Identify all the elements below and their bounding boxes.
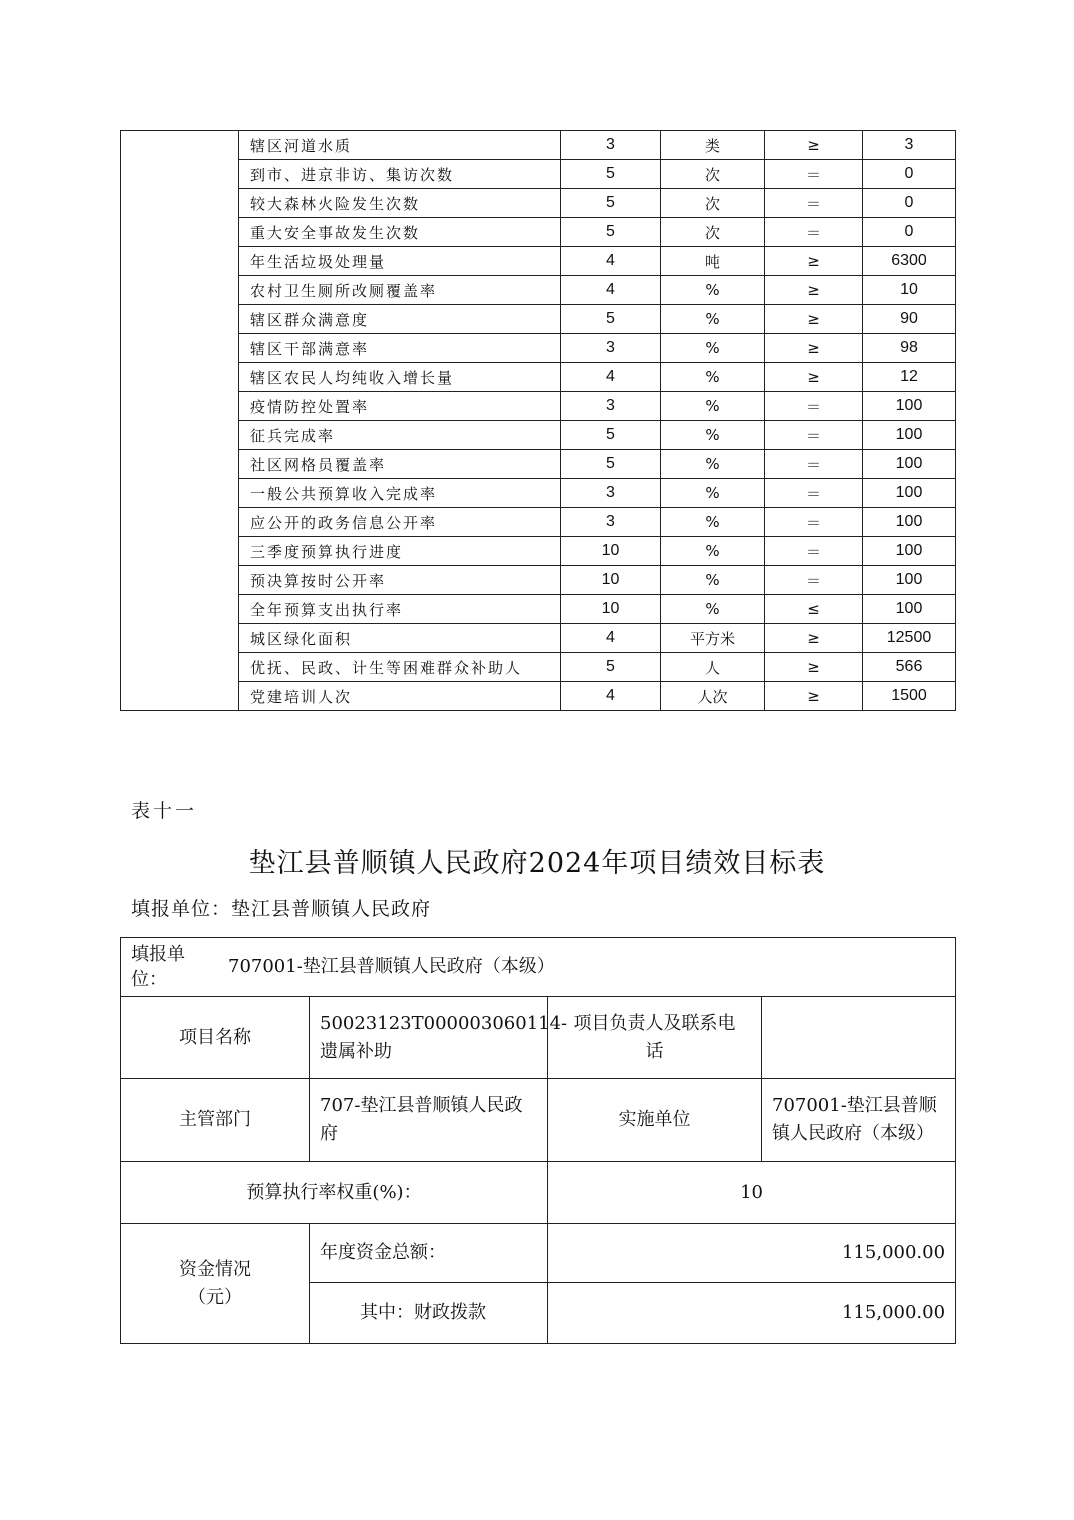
indicator-name: 应公开的政务信息公开率 bbox=[239, 508, 561, 537]
unit-label bbox=[131, 942, 228, 992]
indicator-weight: 4 bbox=[561, 247, 661, 276]
indicator-operator: ≥ bbox=[765, 653, 863, 682]
indicator-weight: 5 bbox=[561, 305, 661, 334]
impl-value bbox=[762, 1079, 956, 1162]
indicator-unit: 类 bbox=[661, 131, 765, 160]
indicator-name: 党建培训人次 bbox=[239, 682, 561, 711]
dept-row bbox=[121, 1079, 956, 1162]
indicator-weight: 3 bbox=[561, 131, 661, 160]
indicator-target: 0 bbox=[863, 160, 956, 189]
indicator-operator: ＝ bbox=[765, 189, 863, 218]
indicator-operator: ＝ bbox=[765, 566, 863, 595]
indicator-weight: 5 bbox=[561, 160, 661, 189]
indicator-row bbox=[121, 566, 956, 595]
indicator-target: 100 bbox=[863, 421, 956, 450]
indicator-name: 社区网格员覆盖率 bbox=[239, 450, 561, 479]
indicator-target: 100 bbox=[863, 479, 956, 508]
indicator-unit: 吨 bbox=[661, 247, 765, 276]
indicator-target: 0 bbox=[863, 218, 956, 247]
indicator-target: 12 bbox=[863, 363, 956, 392]
fund-label-line2: （元） bbox=[188, 1286, 242, 1308]
indicator-target: 12500 bbox=[863, 624, 956, 653]
dept-value-line1: 707-垫江县普顺镇人民政 bbox=[320, 1095, 523, 1116]
indicator-target: 100 bbox=[863, 595, 956, 624]
project-name-row bbox=[121, 997, 956, 1079]
indicator-row bbox=[121, 305, 956, 334]
indicator-weight: 5 bbox=[561, 218, 661, 247]
indicator-row bbox=[121, 682, 956, 711]
indicator-name: 三季度预算执行进度 bbox=[239, 537, 561, 566]
indicator-name: 辖区农民人均纯收入增长量 bbox=[239, 363, 561, 392]
indicator-row bbox=[121, 450, 956, 479]
annual-total-value: 115,000.00 bbox=[548, 1224, 956, 1283]
project-name-value bbox=[310, 997, 568, 1079]
contact-label bbox=[548, 997, 762, 1079]
indicator-target: 100 bbox=[863, 537, 956, 566]
impl-label: 实施单位 bbox=[548, 1079, 762, 1162]
indicator-target: 10 bbox=[863, 276, 956, 305]
indicator-row bbox=[121, 189, 956, 218]
contact-label-line1: 项目负责人及联系电 bbox=[573, 1012, 736, 1034]
indicator-table bbox=[120, 130, 956, 711]
indicator-name: 预决算按时公开率 bbox=[239, 566, 561, 595]
indicator-unit: 人 bbox=[661, 653, 765, 682]
indicator-unit: % bbox=[661, 305, 765, 334]
unit-value: 707001-垫江县普顺镇人民政府（本级） bbox=[228, 956, 555, 977]
indicator-row bbox=[121, 276, 956, 305]
indicator-unit: % bbox=[661, 537, 765, 566]
indicator-operator: ≥ bbox=[765, 276, 863, 305]
indicator-target: 6300 bbox=[863, 247, 956, 276]
budget-rate-row bbox=[121, 1162, 956, 1224]
indicator-weight: 4 bbox=[561, 682, 661, 711]
indicator-unit: 次 bbox=[661, 160, 765, 189]
indicator-name: 辖区干部满意率 bbox=[239, 334, 561, 363]
fill-unit-line: 填报单位：垫江县普顺镇人民政府 bbox=[131, 898, 432, 920]
indicator-operator: ＝ bbox=[765, 392, 863, 421]
indicator-weight: 5 bbox=[561, 653, 661, 682]
indicator-row bbox=[121, 595, 956, 624]
indicator-operator: ≥ bbox=[765, 305, 863, 334]
contact-label-line2: 话 bbox=[645, 1040, 664, 1062]
indicator-name: 城区绿化面积 bbox=[239, 624, 561, 653]
indicator-operator: ≥ bbox=[765, 363, 863, 392]
project-name-line1: 50023123T000003060114- bbox=[320, 1012, 568, 1034]
indicator-row bbox=[121, 653, 956, 682]
fund-label bbox=[121, 1224, 310, 1344]
project-name-line2: 遗属补助 bbox=[320, 1040, 392, 1062]
indicator-name: 到市、进京非访、集访次数 bbox=[239, 160, 561, 189]
indicator-target: 100 bbox=[863, 508, 956, 537]
indicator-name: 优抚、民政、计生等困难群众补助人 bbox=[239, 653, 561, 682]
indicator-category-cell bbox=[121, 131, 239, 711]
indicator-unit: % bbox=[661, 334, 765, 363]
indicator-operator: ≥ bbox=[765, 131, 863, 160]
indicator-operator: ＝ bbox=[765, 508, 863, 537]
indicator-row bbox=[121, 131, 956, 160]
indicator-operator: ≥ bbox=[765, 247, 863, 276]
indicator-name: 全年预算支出执行率 bbox=[239, 595, 561, 624]
indicator-weight: 5 bbox=[561, 450, 661, 479]
indicator-weight: 4 bbox=[561, 624, 661, 653]
project-unit-cell bbox=[121, 938, 956, 997]
indicator-name: 一般公共预算收入完成率 bbox=[239, 479, 561, 508]
indicator-target: 0 bbox=[863, 189, 956, 218]
indicator-target: 100 bbox=[863, 450, 956, 479]
indicator-name: 辖区河道水质 bbox=[239, 131, 561, 160]
indicator-operator: ＝ bbox=[765, 450, 863, 479]
indicator-row bbox=[121, 479, 956, 508]
fiscal-value: 115,000.00 bbox=[548, 1283, 956, 1344]
indicator-operator: ＝ bbox=[765, 479, 863, 508]
dept-label: 主管部门 bbox=[121, 1079, 310, 1162]
indicator-operator: ＝ bbox=[765, 218, 863, 247]
project-name-label: 项目名称 bbox=[121, 997, 310, 1079]
indicator-table-body bbox=[121, 131, 956, 711]
indicator-row bbox=[121, 421, 956, 450]
indicator-unit: % bbox=[661, 479, 765, 508]
indicator-weight: 3 bbox=[561, 479, 661, 508]
indicator-unit: 平方米 bbox=[661, 624, 765, 653]
indicator-target: 90 bbox=[863, 305, 956, 334]
indicator-target: 566 bbox=[863, 653, 956, 682]
annual-total-label: 年度资金总额： bbox=[310, 1224, 548, 1283]
impl-value-line2: 镇人民政府（本级） bbox=[772, 1123, 934, 1144]
indicator-unit: 人次 bbox=[661, 682, 765, 711]
indicator-weight: 5 bbox=[561, 421, 661, 450]
indicator-unit: % bbox=[661, 566, 765, 595]
indicator-operator: ≥ bbox=[765, 624, 863, 653]
indicator-operator: ＝ bbox=[765, 421, 863, 450]
indicator-unit: % bbox=[661, 276, 765, 305]
indicator-weight: 10 bbox=[561, 566, 661, 595]
indicator-name: 辖区群众满意度 bbox=[239, 305, 561, 334]
indicator-weight: 3 bbox=[561, 392, 661, 421]
indicator-unit: % bbox=[661, 595, 765, 624]
indicator-operator: ＝ bbox=[765, 537, 863, 566]
dept-value bbox=[310, 1079, 548, 1162]
project-unit-row bbox=[121, 938, 956, 997]
indicator-row bbox=[121, 363, 956, 392]
contact-value bbox=[762, 997, 956, 1079]
indicator-unit: % bbox=[661, 508, 765, 537]
indicator-row bbox=[121, 334, 956, 363]
impl-value-line1: 707001-垫江县普顺 bbox=[772, 1095, 937, 1116]
page-title: 垫江县普顺镇人民政府2024年项目绩效目标表 bbox=[248, 848, 826, 879]
table-number: 表十一 bbox=[131, 800, 198, 822]
indicator-row bbox=[121, 624, 956, 653]
indicator-operator: ＝ bbox=[765, 160, 863, 189]
indicator-unit: % bbox=[661, 363, 765, 392]
indicator-row bbox=[121, 218, 956, 247]
indicator-row bbox=[121, 392, 956, 421]
unit-label-line2: 位： bbox=[131, 969, 167, 990]
indicator-weight: 10 bbox=[561, 537, 661, 566]
indicator-unit: % bbox=[661, 392, 765, 421]
indicator-name: 较大森林火险发生次数 bbox=[239, 189, 561, 218]
fiscal-label: 其中：财政拨款 bbox=[310, 1283, 548, 1344]
fund-label-line1: 资金情况 bbox=[179, 1258, 251, 1280]
indicator-target: 1500 bbox=[863, 682, 956, 711]
indicator-weight: 3 bbox=[561, 334, 661, 363]
indicator-operator: ≥ bbox=[765, 682, 863, 711]
indicator-unit: % bbox=[661, 450, 765, 479]
unit-label-line1: 填报单 bbox=[131, 944, 185, 965]
indicator-operator: ≥ bbox=[765, 334, 863, 363]
indicator-row bbox=[121, 508, 956, 537]
indicator-weight: 4 bbox=[561, 276, 661, 305]
budget-rate-label: 预算执行率权重(%)： bbox=[121, 1162, 548, 1224]
annual-total-row bbox=[121, 1224, 956, 1283]
indicator-target: 100 bbox=[863, 566, 956, 595]
indicator-name: 年生活垃圾处理量 bbox=[239, 247, 561, 276]
dept-value-line2: 府 bbox=[320, 1123, 338, 1144]
indicator-name: 重大安全事故发生次数 bbox=[239, 218, 561, 247]
indicator-weight: 10 bbox=[561, 595, 661, 624]
project-table bbox=[120, 937, 956, 1344]
indicator-row bbox=[121, 537, 956, 566]
indicator-name: 疫情防控处置率 bbox=[239, 392, 561, 421]
budget-rate-value: 10 bbox=[548, 1162, 956, 1224]
indicator-name: 农村卫生厕所改厕覆盖率 bbox=[239, 276, 561, 305]
indicator-target: 3 bbox=[863, 131, 956, 160]
indicator-unit: % bbox=[661, 421, 765, 450]
indicator-weight: 3 bbox=[561, 508, 661, 537]
indicator-unit: 次 bbox=[661, 189, 765, 218]
indicator-target: 98 bbox=[863, 334, 956, 363]
indicator-operator: ≤ bbox=[765, 595, 863, 624]
indicator-weight: 4 bbox=[561, 363, 661, 392]
indicator-row bbox=[121, 247, 956, 276]
indicator-target: 100 bbox=[863, 392, 956, 421]
indicator-name: 征兵完成率 bbox=[239, 421, 561, 450]
indicator-row bbox=[121, 160, 956, 189]
indicator-unit: 次 bbox=[661, 218, 765, 247]
indicator-weight: 5 bbox=[561, 189, 661, 218]
